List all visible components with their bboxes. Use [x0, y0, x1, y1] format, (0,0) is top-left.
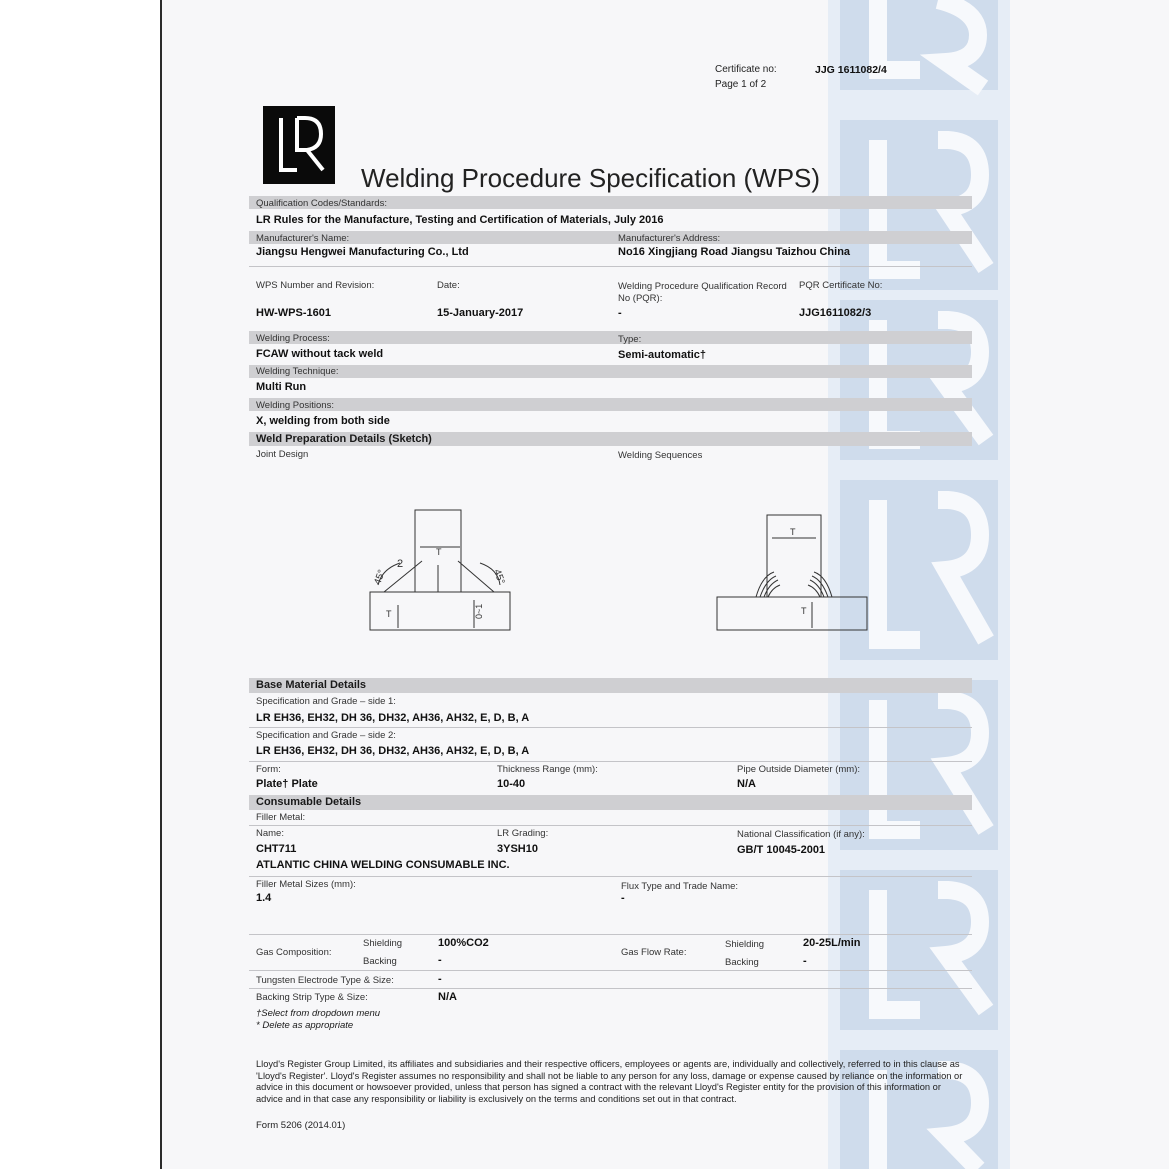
divider	[249, 266, 972, 267]
divider	[249, 934, 972, 935]
divider	[249, 825, 972, 826]
gas-shielding-value: 100%CO2	[438, 937, 489, 949]
thickness-label: Thickness Range (mm):	[497, 764, 598, 775]
seq-t-label: T	[790, 527, 796, 537]
positions-label: Welding Positions:	[256, 400, 334, 411]
manufacturer-name-label: Manufacturer's Name:	[256, 233, 350, 244]
form-number: Form 5206 (2014.01)	[256, 1120, 346, 1131]
lr-logo	[263, 106, 335, 184]
pqr-label: Welding Procedure Qualification Record	[618, 281, 787, 292]
backing-strip-value: N/A	[438, 991, 457, 1003]
welding-sequence-sketch	[712, 510, 872, 635]
flow-shielding-label: Shielding	[725, 939, 765, 950]
manufacturer-name: Jiangsu Hengwei Manufacturing Co., Ltd	[256, 246, 469, 258]
flow-backing-label: Backing	[725, 957, 759, 968]
tungsten-label: Tungsten Electrode Type & Size:	[256, 975, 394, 986]
divider	[249, 988, 972, 989]
weld-prep-heading: Weld Preparation Details (Sketch)	[256, 433, 432, 445]
sketch-t-vertical: T	[386, 609, 392, 619]
certificate-number: JJG 1611082/4	[815, 64, 887, 76]
pqr-value: -	[618, 307, 622, 319]
national-class-value: GB/T 10045-2001	[737, 844, 826, 856]
filler-sizes-value: 1.4	[256, 892, 272, 904]
pqr-label-line2: No (PQR):	[618, 293, 663, 304]
thickness-value: 10-40	[497, 778, 526, 790]
side2-label: Specification and Grade – side 2:	[256, 730, 396, 741]
gas-backing-label: Backing	[363, 956, 397, 967]
process-label: Welding Process:	[256, 333, 330, 344]
joint-design-sketch	[360, 505, 520, 635]
flux-label: Flux Type and Trade Name:	[621, 881, 739, 892]
section-band	[249, 398, 972, 411]
national-class-label: National Classification (if any):	[737, 829, 865, 840]
gas-composition-label: Gas Composition:	[256, 947, 332, 958]
section-band	[249, 231, 972, 244]
certificate-label: Certificate no:	[715, 64, 777, 75]
section-band	[249, 365, 972, 378]
side1-label: Specification and Grade – side 1:	[256, 696, 396, 707]
page-indicator: Page 1 of 2	[715, 79, 767, 90]
page-title: Welding Procedure Specification (WPS)	[361, 163, 821, 193]
legal-disclaimer: Lloyd's Register Group Limited, its affiliates and subsidiaries and their respective officers, employees or agents are, individually and collectively, referred to in this clause as 'Lloyd's Register'. Lloyd's Register assumes no responsibility and shall not be liable to any person for any loss, damage or expense caused by reliance on the information or advice in this document or howsoever provided, unless that person has signed a contract with the relevant Lloyd's Register entity for the provision of this information or advice and in that case any responsibility or liability is exclusively on the terms and conditions set out in that contract.	[256, 1059, 963, 1104]
note-dropdown: †Select from dropdown menu	[256, 1008, 381, 1019]
section-band	[249, 331, 972, 344]
manufacturer-address: No16 Xingjiang Road Jiangsu Taizhou China	[618, 246, 851, 258]
backing-strip-label: Backing Strip Type & Size:	[256, 992, 368, 1003]
sketch-angle-right: 45°	[491, 567, 507, 586]
form-label: Form:	[256, 764, 281, 775]
pqr-cert-value: JJG1611082/3	[799, 307, 872, 319]
qualification-value: LR Rules for the Manufacture, Testing and Certification of Materials, July 2016	[256, 214, 664, 226]
lr-logo-mark	[263, 106, 335, 184]
divider	[249, 727, 972, 728]
flux-value: -	[621, 892, 625, 904]
note-delete: * Delete as appropriate	[256, 1020, 354, 1031]
filler-maker: ATLANTIC CHINA WELDING CONSUMABLE INC.	[256, 859, 510, 871]
sketch-angle-left: 45°	[372, 568, 388, 587]
gas-flow-label: Gas Flow Rate:	[621, 947, 687, 958]
lr-grading-value: 3YSH10	[497, 843, 538, 855]
sketch-gap-label: 2	[397, 558, 404, 570]
filler-name: CHT711	[256, 843, 297, 855]
wps-number-label: WPS Number and Revision:	[256, 280, 375, 291]
type-label: Type:	[618, 334, 642, 345]
date-label: Date:	[437, 280, 460, 291]
flow-shielding-value: 20-25L/min	[803, 937, 861, 949]
wps-number: HW-WPS-1601	[256, 307, 331, 319]
tungsten-value: -	[438, 973, 442, 985]
technique-value: Multi Run	[256, 381, 307, 393]
pipe-label: Pipe Outside Diameter (mm):	[737, 764, 861, 775]
form-value: Plate† Plate	[256, 778, 318, 790]
divider	[249, 876, 972, 877]
qualification-label: Qualification Codes/Standards:	[256, 198, 387, 209]
process-value: FCAW without tack weld	[256, 348, 384, 360]
positions-value: X, welding from both side	[256, 415, 390, 427]
gas-shielding-label: Shielding	[363, 938, 403, 949]
divider	[249, 970, 972, 971]
seq-t-vertical: T	[801, 606, 807, 616]
type-value: Semi-automatic†	[618, 349, 707, 361]
consumable-heading: Consumable Details	[256, 796, 362, 808]
filler-sizes-label: Filler Metal Sizes (mm):	[256, 879, 356, 890]
joint-design-label: Joint Design	[256, 449, 309, 460]
side1-value: LR EH36, EH32, DH 36, DH32, AH36, AH32, E, D, B, A	[256, 712, 530, 724]
pqr-cert-label: PQR Certificate No:	[799, 280, 883, 291]
side2-value: LR EH36, EH32, DH 36, DH32, AH36, AH32, E, D, B, A	[256, 745, 530, 757]
lr-grading-label: LR Grading:	[497, 828, 549, 839]
divider	[249, 761, 972, 762]
filler-name-label: Name:	[256, 828, 284, 839]
flow-backing-value: -	[803, 955, 807, 967]
gas-backing-value: -	[438, 954, 442, 966]
welding-sequences-label: Welding Sequences	[618, 450, 703, 461]
sketch-root-label: 0~1	[474, 603, 484, 619]
manufacturer-address-label: Manufacturer's Address:	[618, 233, 721, 244]
filler-metal-label: Filler Metal:	[256, 812, 306, 823]
technique-label: Welding Technique:	[256, 366, 339, 377]
sketch-t-label: T	[436, 547, 442, 557]
base-material-heading: Base Material Details	[256, 679, 367, 691]
pipe-value: N/A	[737, 778, 756, 790]
date-value: 15-January-2017	[437, 307, 524, 319]
